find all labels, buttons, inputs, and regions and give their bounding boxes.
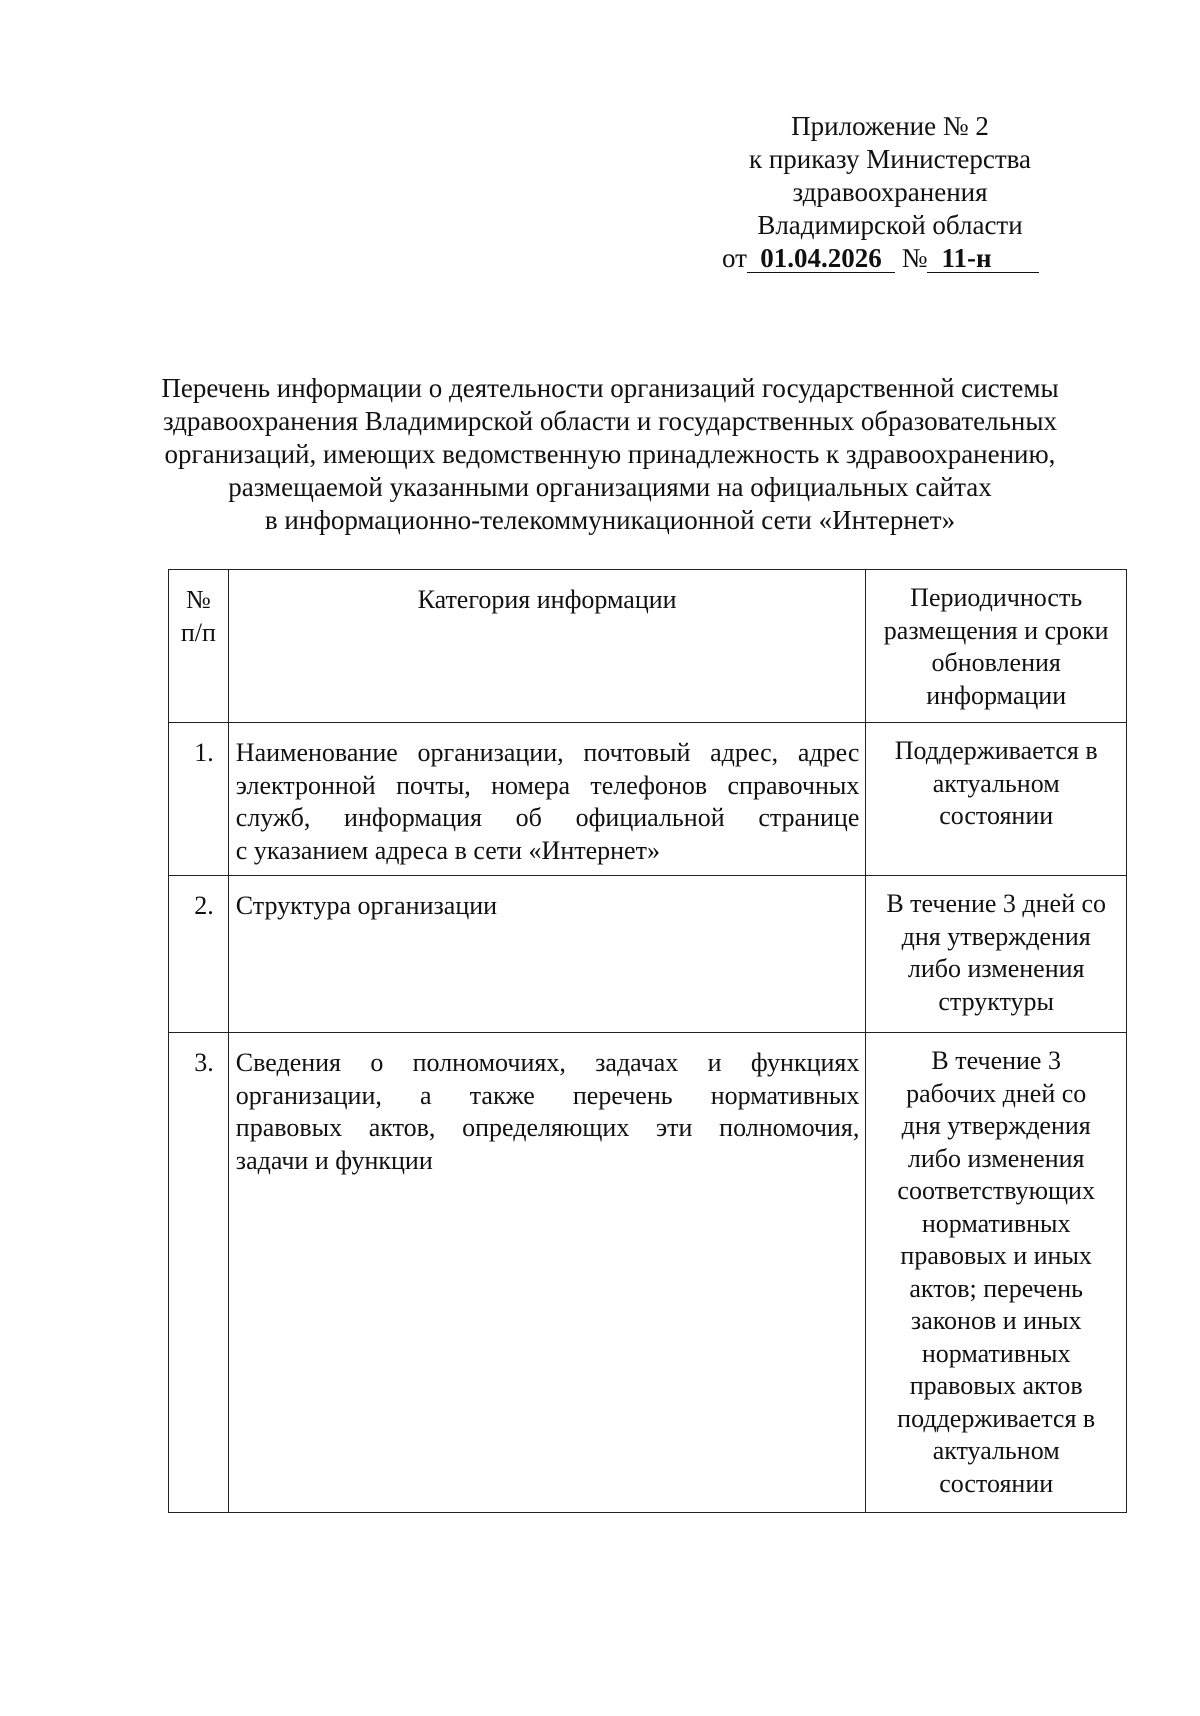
- period-line: поддерживается в: [897, 1403, 1096, 1433]
- period-line: рабочих дней со: [906, 1078, 1087, 1108]
- header-number-abbrev: п/п: [180, 617, 216, 647]
- header-number: [169, 570, 229, 723]
- appendix-number: Приложение № 2: [791, 111, 989, 141]
- header-period-line: Периодичность: [910, 583, 1083, 612]
- period-line: законов и иных: [910, 1306, 1082, 1335]
- row-period: [866, 1033, 1127, 1513]
- title-line: здравоохранения Владимирской области и государственных образовательных: [162, 406, 1058, 436]
- title-line: организаций, имеющих ведомственную принадлежность к здравоохранению,: [164, 439, 1056, 469]
- category-line: Наименование организации, почтовый адрес, адрес: [235, 738, 860, 767]
- period-line: нормативных: [921, 1338, 1071, 1368]
- table-row: [169, 876, 1127, 1033]
- category-line: Сведения о полномочиях, задачах и функциях: [235, 1048, 860, 1077]
- header-number-symbol: №: [185, 585, 211, 614]
- table-row: [169, 723, 1127, 876]
- period-line: дня утверждения: [901, 1111, 1091, 1140]
- table-header-row: [169, 570, 1127, 723]
- title-line: Перечень информации о деятельности организаций государственной системы: [161, 373, 1059, 403]
- row-period: [866, 723, 1127, 876]
- period-line: правовых и иных: [900, 1241, 1092, 1270]
- row-number: 1.: [169, 723, 229, 876]
- period-line: В течение 3 дней со: [886, 889, 1107, 918]
- category-line: Структура организации: [235, 891, 498, 920]
- period-line: состоянии: [939, 1468, 1054, 1498]
- period-line: правовых актов: [909, 1371, 1083, 1400]
- period-line: либо изменения: [907, 954, 1085, 983]
- period-line: В течение 3: [931, 1046, 1061, 1075]
- period-line: соответствующих: [897, 1176, 1095, 1205]
- header-category: Категория информации: [228, 570, 866, 723]
- category-line: организации, а также перечень нормативных: [235, 1080, 860, 1110]
- table-row: [169, 1033, 1127, 1513]
- row-number: 2.: [169, 876, 229, 1033]
- title-line: в информационно-телекоммуникационной сети «Интернет»: [264, 505, 956, 535]
- row-period: [866, 876, 1127, 1033]
- appendix-ministry: здравоохранения: [792, 177, 988, 207]
- period-line: актов; перечень: [909, 1273, 1083, 1303]
- row-number: 3.: [169, 1033, 229, 1513]
- row-category: [228, 1033, 866, 1513]
- row-category: [228, 876, 866, 1033]
- period-line: актуальном: [932, 1436, 1060, 1465]
- order-date-prefix: от: [722, 243, 747, 273]
- document-title: [130, 372, 1090, 537]
- header-period-line: обновления: [931, 648, 1061, 677]
- period-line: актуальном: [932, 768, 1060, 798]
- category-line: электронной почты, номера телефонов справочных: [235, 770, 860, 800]
- order-number: 11-н: [927, 244, 1039, 273]
- period-line: состоянии: [939, 801, 1054, 830]
- period-line: либо изменения: [907, 1143, 1085, 1173]
- appendix-header: [700, 110, 1080, 275]
- appendix-region: Владимирской области: [757, 210, 1023, 240]
- row-category: [228, 723, 866, 876]
- period-line: Поддерживается в: [894, 736, 1098, 765]
- order-number-prefix: №: [901, 243, 928, 273]
- category-line: задачи и функции: [235, 1145, 433, 1175]
- category-line: правовых актов, определяющих эти полномочия,: [235, 1113, 860, 1142]
- order-date-number-line: [700, 242, 1080, 275]
- category-line: с указанием адреса в сети «Интернет»: [235, 835, 660, 865]
- header-period: [866, 570, 1127, 723]
- order-date: 01.04.2026: [747, 244, 895, 273]
- information-table: [168, 569, 1127, 1513]
- period-line: дня утверждения: [901, 921, 1091, 951]
- header-period-line: размещения и сроки: [883, 615, 1109, 645]
- period-line: нормативных: [921, 1208, 1071, 1238]
- period-line: структуры: [938, 986, 1055, 1016]
- category-line: служб, информация об официальной странице: [235, 803, 860, 832]
- header-period-line: информации: [926, 680, 1067, 710]
- appendix-order-ref: к приказу Министерства: [748, 144, 1032, 174]
- title-line: размещаемой указанными организациями на официальных сайтах: [228, 472, 992, 502]
